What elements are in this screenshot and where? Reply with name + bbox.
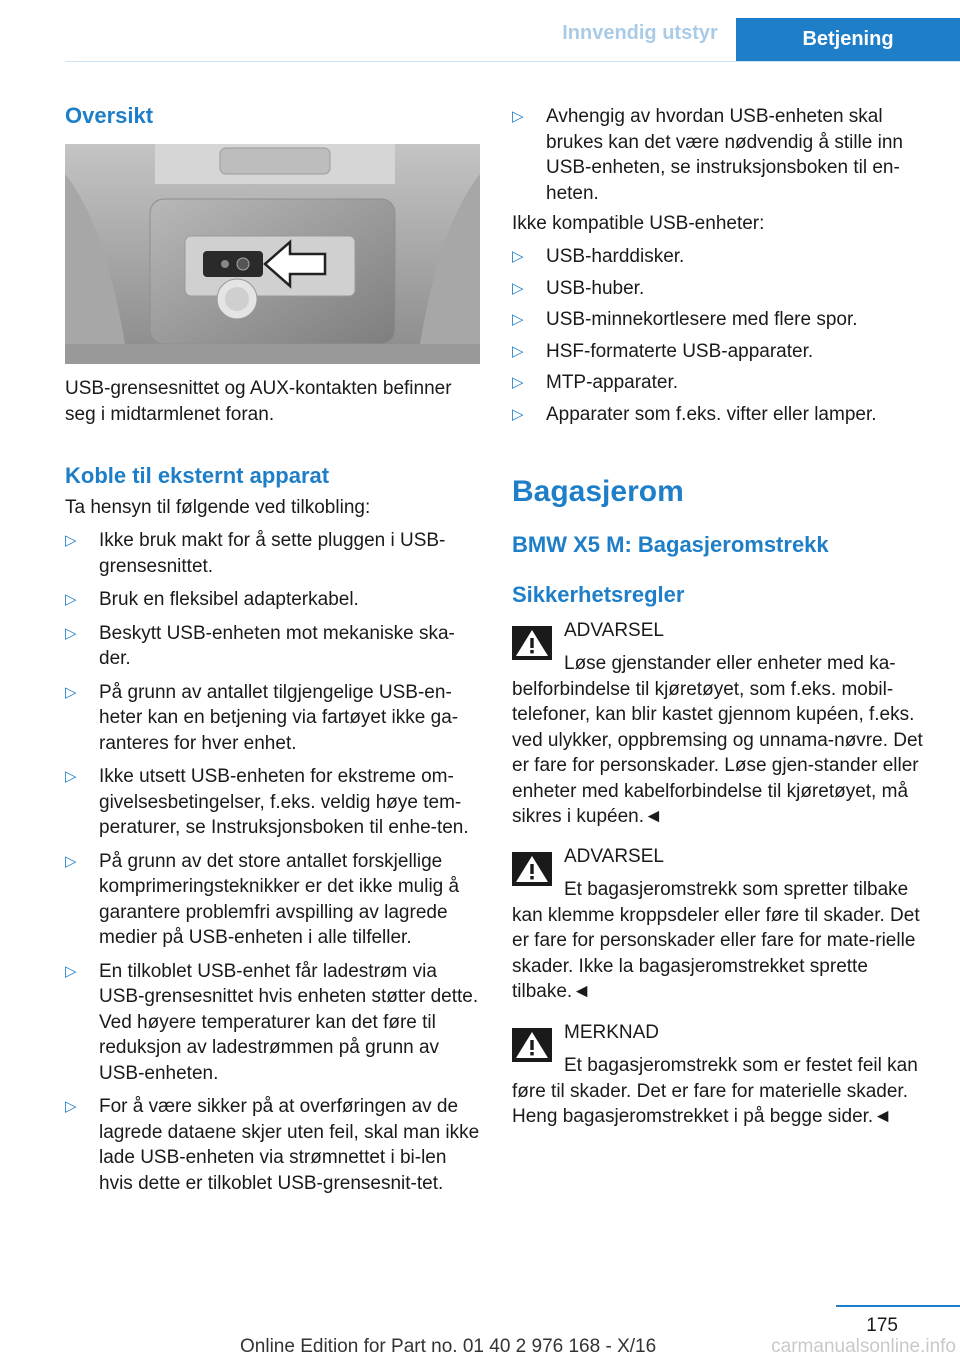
footer-rule: [836, 1305, 960, 1307]
list-item: [65, 528, 483, 579]
list-item-text: Ikke utsett USB-enheten for ekstreme om-givelsesbetingelser, f.eks. veldig høye tem-peraturer, se Instruksjonsboken til enhe-ten.: [99, 766, 469, 838]
list-item-text: USB-harddisker.: [546, 246, 685, 267]
triangle-bullet-icon: ▷: [65, 962, 77, 980]
triangle-bullet-icon: ▷: [65, 683, 77, 701]
note-label: MERKNAD: [564, 1022, 660, 1043]
tab-innvendig-utstyr[interactable]: Innvendig utstyr: [562, 22, 718, 44]
list-item: [512, 104, 932, 206]
list-item: [512, 244, 932, 270]
safety-heading: Sikkerhetsregler: [512, 582, 685, 607]
list-item-text: En tilkoblet USB-enhet får ladestrøm via USB-grensesnittet hvis enheten støtter dette. Ved høyere temperaturer kan det føre til reduksjon av ladestrømmen på grunn av USB-enheten.: [99, 960, 479, 1084]
console-photo-illustration: [65, 144, 480, 364]
list-item: [512, 307, 932, 333]
incompatible-intro: Ikke kompatible USB-enheter:: [512, 213, 765, 234]
list-item-text: For å være sikker på at overføringen av de lagrede dataene skjer uten feil, skal man ikke lade USB-enheten via strømnettet i bi-len hvis dette er tilkoblet USB-grensesnit-tet.: [99, 1096, 480, 1194]
triangle-bullet-icon: ▷: [65, 624, 77, 642]
warning-label: ADVARSEL: [564, 620, 664, 641]
header-rule: [65, 61, 960, 62]
list-item: [512, 402, 932, 428]
list-item: [65, 959, 483, 1087]
list-item: [512, 276, 932, 302]
connect-heading: Koble til eksternt apparat: [65, 463, 330, 488]
list-item-text: HSF-formaterte USB-apparater.: [546, 340, 814, 362]
list-item-text: På grunn av antallet tilgjengelige USB-en-heter kan en betjening via fartøyet ikke ga-ranteres for hver enhet.: [99, 681, 459, 754]
list-item-text: Beskytt USB-enheten mot mekaniske ska-der.: [99, 622, 455, 669]
list-item: [65, 1094, 483, 1196]
list-item: [512, 370, 932, 396]
usb-setup-bullet: [512, 104, 932, 206]
triangle-bullet-icon: ▷: [65, 768, 77, 785]
list-item-text: Ikke bruk makt for å sette pluggen i USB-grensesnittet.: [99, 530, 446, 577]
warning-text: Et bagasjeromstrekk som spretter tilbake kan klemme kroppsdeler eller føre til skader. Det er fare for personskader eller fare for mate-rielle skader. Ikke la bagasjeromstrekket sprette tilbake.◄: [512, 879, 920, 1002]
triangle-bullet-icon: ▷: [65, 852, 77, 870]
connect-bullet-list: [65, 528, 483, 1196]
list-item: [65, 680, 483, 757]
triangle-bullet-icon: ▷: [512, 311, 524, 328]
list-item-text: USB-huber.: [546, 277, 645, 299]
list-item: [65, 621, 483, 672]
subsection-heading: BMW X5 M: Bagasjeromstrekk: [512, 532, 829, 557]
list-item-text: På grunn av det store antallet forskjellige komprimeringsteknikker er det ikke mulig å garantere problemfri avspilling av lagrede medier på USB-enheten i alle tilfeller.: [99, 850, 460, 948]
list-item: [65, 849, 483, 951]
warning-text: Løse gjenstander eller enheter med ka-belforbindelse til kjøretøyet, som f.eks. mobil-telefoner, kan blir kastet gjennom kupéen, f.eks. ved ulykker, oppbremsing og unnama-nøvre. Det er fare for personskader. Løse gjen-stander eller enheter med kabelforbindelse til kjøretøyet, må sikres i kupéen.◄: [512, 653, 923, 827]
list-item: [65, 587, 483, 613]
note-text: Et bagasjeromstrekk som er festet feil kan føre til skader. Det er fare for materielle skader. Heng bagasjeromstrekket i på begge sider.◄: [512, 1055, 918, 1127]
triangle-bullet-icon: ▷: [512, 248, 524, 265]
watermark: carmanualsonline.info: [771, 1336, 956, 1357]
tab-betjening[interactable]: Betjening: [736, 18, 960, 61]
triangle-bullet-icon: ▷: [512, 108, 524, 125]
connect-intro: Ta hensyn til følgende ved tilkobling:: [65, 497, 371, 518]
warning-label: ADVARSEL: [564, 846, 664, 867]
page-number: 175: [866, 1315, 898, 1336]
list-item-text: USB-minnekortlesere med flere spor.: [546, 309, 858, 330]
list-item-text: MTP-apparater.: [546, 372, 678, 393]
triangle-bullet-icon: ▷: [512, 279, 524, 297]
list-item: [65, 764, 483, 841]
list-item-text: Bruk en fleksibel adapterkabel.: [99, 589, 359, 610]
list-item-text: Apparater som f.eks. vifter eller lamper.: [546, 403, 877, 425]
section-heading: Bagasjerom: [512, 475, 684, 508]
triangle-bullet-icon: ▷: [512, 374, 524, 391]
triangle-bullet-icon: ▷: [65, 532, 77, 549]
edition-footer: Online Edition for Part no. 01 40 2 976 168 - X/16: [240, 1336, 657, 1357]
triangle-bullet-icon: ▷: [512, 405, 524, 423]
triangle-bullet-icon: ▷: [512, 342, 524, 360]
photo-caption: USB-grensesnittet og AUX-kontakten befinner seg i midtarmlenet foran.: [65, 378, 452, 425]
console-photo: [65, 144, 480, 364]
incompatible-list: [512, 244, 932, 427]
overview-heading: Oversikt: [65, 103, 154, 128]
triangle-bullet-icon: ▷: [65, 1098, 77, 1115]
triangle-bullet-icon: ▷: [65, 591, 77, 608]
list-item-text: Avhengig av hvordan USB-enheten skal brukes kan det være nødvendig å stille inn USB-enheten, se instruksjonsboken til en-heten.: [546, 106, 903, 204]
list-item: [512, 339, 932, 365]
